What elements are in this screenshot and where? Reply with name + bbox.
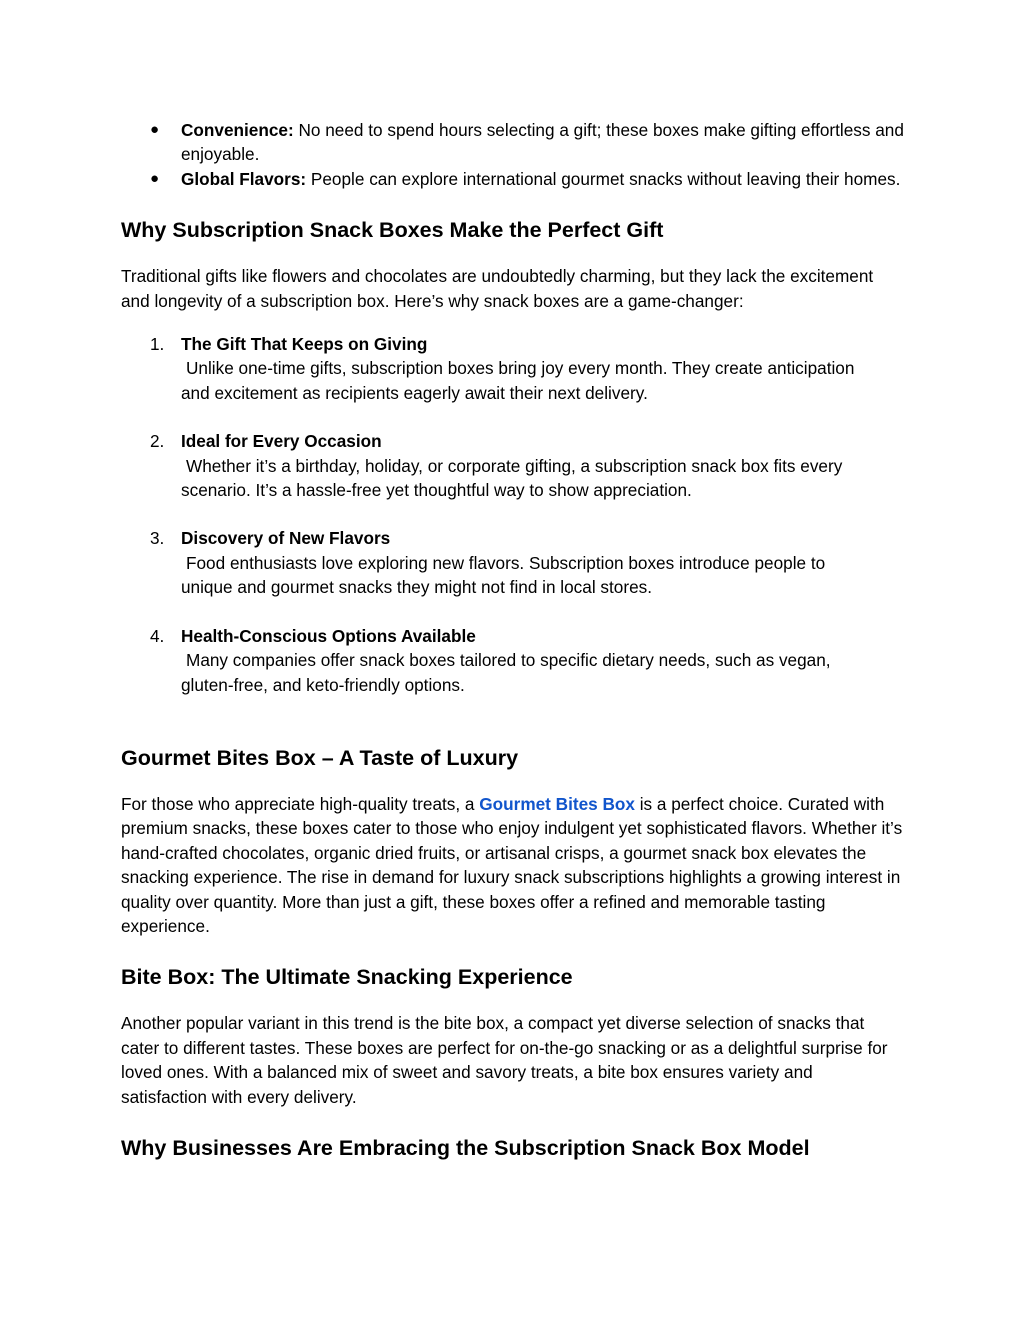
bullet-icon: ● — [150, 169, 160, 187]
reasons-numbered-list — [121, 332, 911, 697]
list-item-description-line: Whether it’s a birthday, holiday, or corporate gifting, a subscription snack box fits every — [186, 455, 843, 476]
paragraph-text: For those who appreciate high-quality treats, a — [121, 793, 480, 814]
section-heading-perfect-gift: Why Subscription Snack Boxes Make the Perfect Gift — [121, 218, 664, 243]
section-heading-businesses: Why Businesses Are Embracing the Subscription Snack Box Model — [121, 1135, 810, 1160]
list-item-description-line: unique and gourmet snacks they might not find in local stores. — [181, 577, 653, 598]
section-heading-gourmet-bites: Gourmet Bites Box – A Taste of Luxury — [121, 745, 519, 770]
list-number: 2. — [150, 431, 165, 452]
section-heading-bite-box: Bite Box: The Ultimate Snacking Experience — [121, 965, 573, 990]
document-page — [121, 118, 911, 1162]
list-item-title: Ideal for Every Occasion — [181, 431, 382, 452]
list-item-title: The Gift That Keeps on Giving — [181, 334, 428, 355]
numbered-item-1 — [121, 332, 911, 405]
list-item-description-line: and excitement as recipients eagerly await their next delivery. — [181, 382, 648, 403]
list-item-description-line: Unlike one-time gifts, subscription boxes bring joy every month. They create anticipation — [186, 358, 855, 379]
list-item-description-line: gluten-free, and keto-friendly options. — [181, 674, 465, 695]
bullet-item-convenience — [121, 118, 911, 167]
bite-box-paragraph: Another popular variant in this trend is the bite box, a compact yet diverse selection of snacks that cater to different tastes. These boxes are perfect for on-the-go snacking or as a delightful surprise for loved ones. With a balanced mix of sweet and savory treats, a bite box ensures variety and satisfaction with every delivery. — [121, 1013, 888, 1107]
gourmet-bites-box-link[interactable]: Gourmet Bites Box — [479, 793, 635, 814]
list-item-description-line: Food enthusiasts love exploring new flavors. Subscription boxes introduce people to — [186, 552, 826, 573]
bullet-item-global-flavors — [121, 167, 911, 191]
gourmet-paragraph — [121, 792, 906, 938]
benefits-bullet-list — [121, 118, 911, 191]
section-intro-paragraph: Traditional gifts like flowers and chocolates are undoubtedly charming, but they lack the excitement and longevity of a subscription box. Here’s why snack boxes are a game-changer: — [121, 266, 874, 311]
bullet-label: Global Flavors: — [181, 168, 307, 189]
list-number: 1. — [150, 334, 165, 355]
paragraph-text: is a perfect choice. Curated with premium snacks, these boxes cater to those who enjoy indulgent yet sophisticated flavors. Whether it’s hand-crafted chocolates, organic dried fruits, or artisanal crisps, a gourmet snack box elevates the snacking experience. The rise in demand for luxury snack subscriptions highlights a growing interest in quality over quantity. More than just a gift, these boxes offer a refined and memorable tasting experience. — [121, 793, 903, 936]
list-item-title: Discovery of New Flavors — [181, 528, 391, 549]
list-number: 3. — [150, 528, 165, 549]
bullet-text: No need to spend hours selecting a gift; these boxes make gifting effortless and enjoyable. — [181, 120, 904, 165]
numbered-item-4 — [121, 624, 911, 697]
bullet-icon: ● — [150, 121, 160, 138]
numbered-item-2 — [121, 429, 911, 502]
numbered-item-3 — [121, 526, 911, 599]
list-item-description-line: Many companies offer snack boxes tailored to specific dietary needs, such as vegan, — [186, 650, 831, 671]
list-number: 4. — [150, 625, 165, 646]
list-item-title: Health-Conscious Options Available — [181, 625, 476, 646]
bullet-text: People can explore international gourmet snacks without leaving their homes. — [306, 168, 901, 189]
bullet-label: Convenience: — [181, 120, 294, 140]
list-item-description-line: scenario. It’s a hassle-free yet thoughtful way to show appreciation. — [181, 480, 692, 501]
